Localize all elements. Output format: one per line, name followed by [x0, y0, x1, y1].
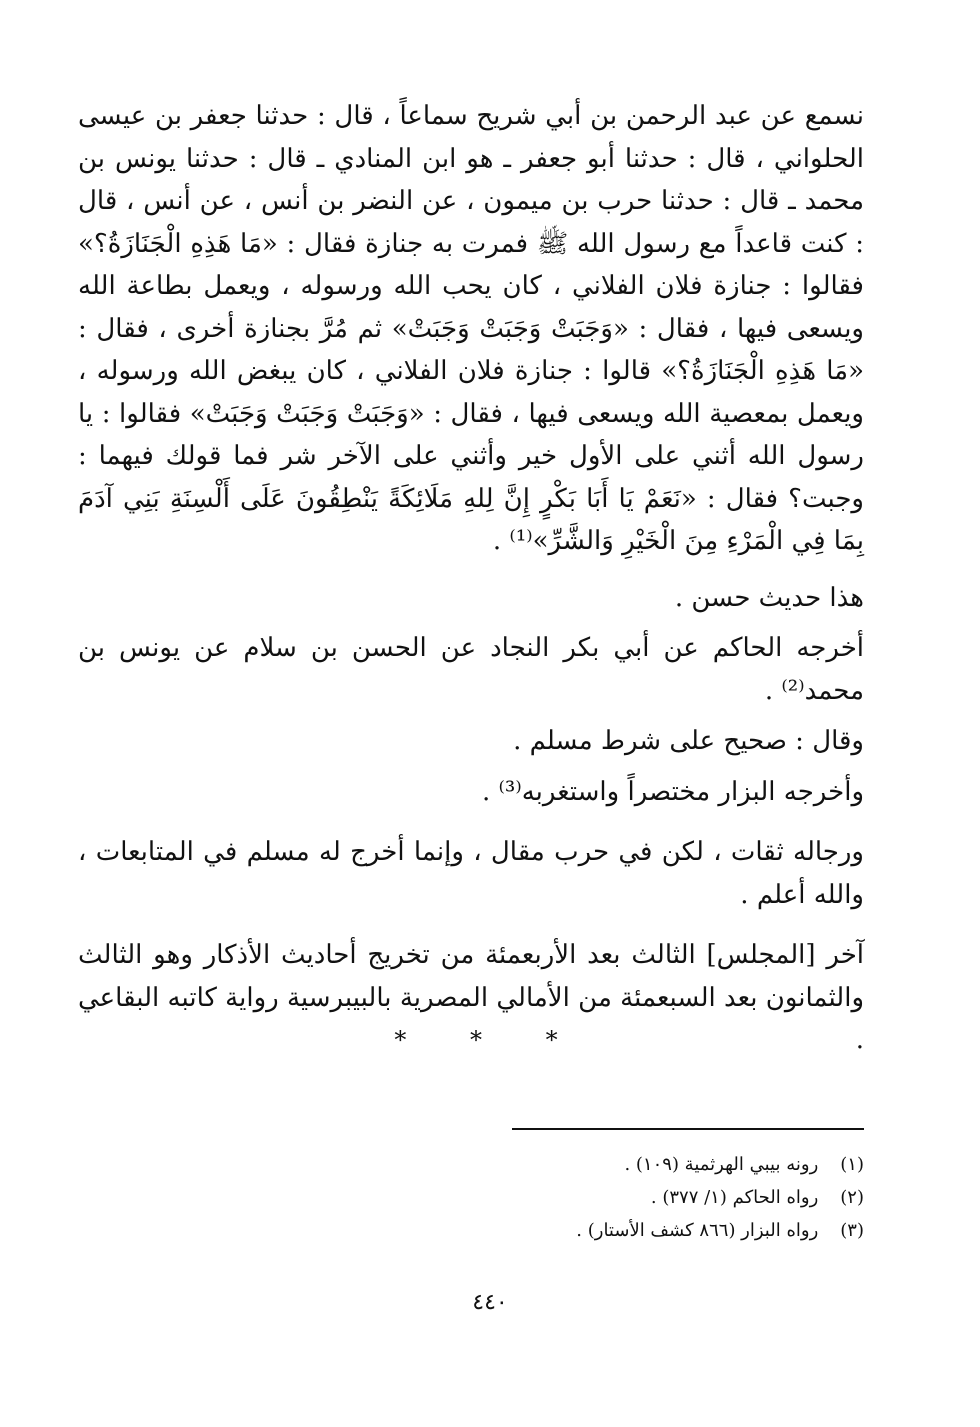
main-text: [78, 95, 864, 1062]
footnotes: [78, 1148, 864, 1247]
hadith-paragraph: نسمع عن عبد الرحمن بن أبي شريح سماعاً ، قال : حدثنا جعفر بن عيسى الحلواني ، قال : حدثنا أبو جعفر ـ هو ابن المنادي ـ قال : حدثنا يونس بن محمد ـ قال : حدثنا حرب بن ميمون ، عن النضر بن أنس ، عن أنس ، قال : كنت قاعداً مع رسول الله ﷺ فمرت به جنازة فقال : «مَا هَذِهِ الْجَنَازَةُ؟» فقالوا : جنازة فلان الفلاني ، كان يحب الله ورسوله ، ويعمل بطاعة الله ويسعى فيها ، فقال : «وَجَبَتْ وَجَبَتْ وَجَبَتْ» ثم مُرَّ بجنازة أخرى ، فقال : «مَا هَذِهِ الْجَنَازَةُ؟» قالوا : جنازة فلان الفلاني ، كان يبغض الله ورسوله ، ويعمل بمعصية الله ويسعى فيها ، فقال : «وَجَبَتْ وَجَبَتْ وَجَبَتْ» فقالوا : يا رسول الله أثني على الأول خير وأثني على الآخر شر فما قولك فيهما : وجبت؟ فقال : «نَعَمْ يَا أَبَا بَكْرٍ إِنَّ لِلهِ مَلَائِكَةً يَنْطِقُونَ عَلَى أَلْسِنَةِ بَنِي آدَمَ بِمَا فِي الْمَرْءِ مِنَ الْخَيْرِ وَالشَّرِّ»⁽¹⁾ .: [78, 101, 864, 556]
footnote-divider: [512, 1128, 864, 1130]
takhrij-hakim-paragraph: أخرجه الحاكم عن أبي بكر النجاد عن الحسن بن سلام عن يونس بن محمد⁽²⁾ .: [78, 633, 864, 706]
narrators-paragraph: ورجاله ثقات ، لكن في حرب مقال ، وإنما أخرج له مسلم في المتابعات ، والله أعلم .: [78, 837, 864, 910]
footnote-item: [78, 1214, 864, 1247]
takhrij-bazzar-paragraph: وأخرجه البزار مختصراً واستغربه⁽³⁾ .: [481, 776, 864, 807]
footnote-item: [78, 1148, 864, 1181]
footnote-text: رواه الحاكم (١/ ٣٧٧) .: [650, 1187, 819, 1208]
footnote-number: (١): [840, 1154, 864, 1175]
section-separator: * * *: [394, 1026, 586, 1054]
footnote-number: (٢): [840, 1187, 864, 1208]
hakim-statement-paragraph: وقال : صحيح على شرط مسلم .: [513, 726, 864, 756]
footnote-item: [78, 1181, 864, 1214]
footnote-text: رواه البزار (٨٦٦ كشف الأستار) .: [576, 1220, 819, 1241]
footnote-number: (٣): [840, 1220, 864, 1241]
page-number: ٤٤٠: [472, 1290, 508, 1315]
footnote-text: رونه بيبي الهرثمية (١٠٩) .: [624, 1154, 819, 1175]
grading-paragraph: هذا حديث حسن .: [674, 582, 864, 613]
colophon-paragraph: آخر [المجلس] الثالث بعد الأربعمئة من تخريج أحاديث الأذكار وهو الثالث والثمانون بعد السبعمئة من الأمالي المصرية بالبيبرسية رواية كاتبه البقاعي .: [78, 940, 865, 1055]
